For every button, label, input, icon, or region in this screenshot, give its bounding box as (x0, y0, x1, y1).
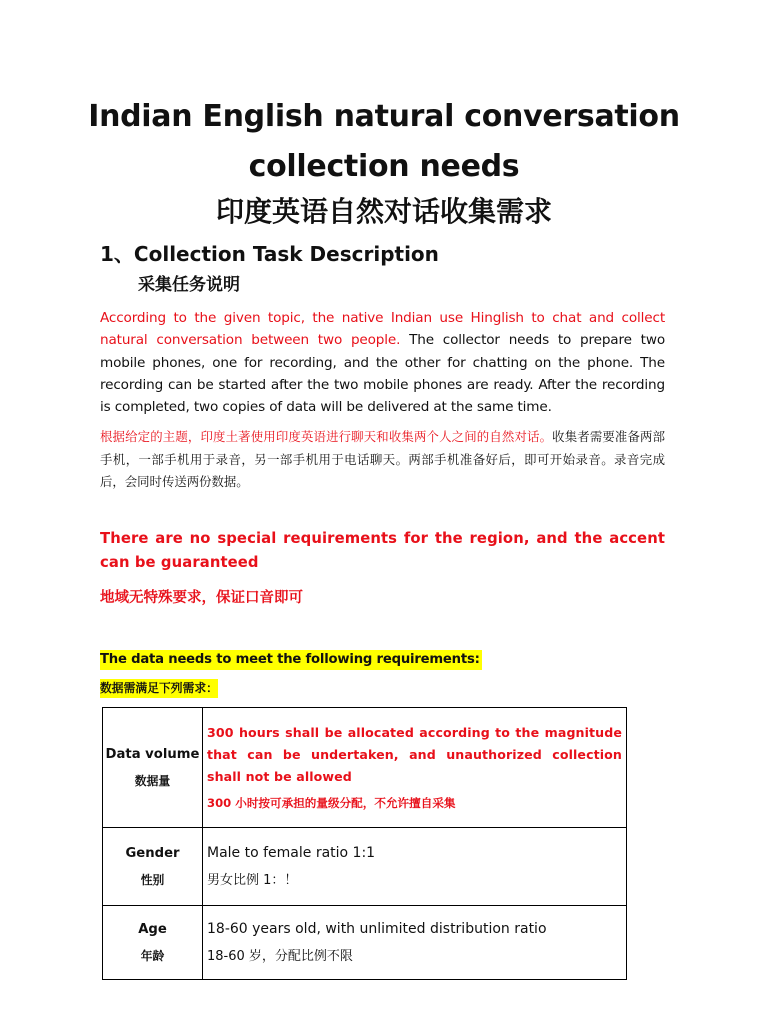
section-subheading: 采集任务说明 (138, 275, 240, 295)
value-chinese: 300 小时按可承担的量级分配，不允许擅自采集 (207, 795, 456, 810)
description-chinese (100, 426, 665, 494)
label-chinese: 性别 (140, 872, 165, 887)
document-title-chinese: 印度英语自然对话收集需求 (215, 195, 552, 228)
label-english: Data volume (105, 746, 200, 762)
description-english-rest: The collector needs to prepare two mobile phones, one for recording, and the other for chatting on the phone. The recording can be started after the two mobile phones are ready. After the recording is completed, two copies of data will be delivered at the same time. (100, 332, 665, 416)
value-chinese: 男女比例 1：！ (207, 872, 298, 888)
table-row-age (103, 906, 627, 980)
table-row-gender (103, 828, 627, 906)
label-chinese: 年龄 (140, 948, 165, 963)
table-label-cell (103, 828, 203, 906)
description-english (100, 307, 665, 418)
requirements-heading-english: The data needs to meet the following requirements: (100, 650, 482, 670)
value-english: 300 hours shall be allocated according to the magnitude that can be undertaken, and unauthorized collection shall not be allowed (207, 724, 622, 784)
table-label-cell (103, 708, 203, 828)
requirements-table (102, 707, 627, 980)
section-heading: 1、Collection Task Description (100, 242, 439, 266)
document-title-english: Indian English natural conversation collection needs (88, 99, 680, 184)
description-chinese-rest: 收集者需要准备两部手机，一部手机用于录音，另一部手机用于电话聊天。两部手机准备好后，即可开始录音。录音完成后，会同时传送两份数据。 (100, 429, 666, 489)
table-row-data-volume (103, 708, 627, 828)
value-english: Male to female ratio 1:1 (207, 844, 376, 861)
label-english: Gender (125, 845, 180, 861)
requirements-heading-chinese: 数据需满足下列需求： (100, 679, 218, 698)
table-value-cell (203, 828, 627, 906)
region-note-chinese: 地域无特殊要求，保证口音即可 (100, 590, 303, 606)
description-chinese-highlight: 根据给定的主题，印度土著使用印度英语进行聊天和收集两个人之间的自然对话。 (100, 429, 553, 444)
label-chinese: 数据量 (134, 773, 171, 788)
value-english: 18-60 years old, with unlimited distribution ratio (207, 920, 547, 937)
table-value-cell (203, 708, 627, 828)
region-note-english: There are no special requirements for the region, and the accent can be guaranteed (100, 530, 665, 571)
label-english: Age (138, 921, 167, 937)
description-english-highlight: According to the given topic, the native Indian use Hinglish to chat and collect natural conversation between two people. (100, 310, 665, 349)
value-chinese: 18-60 岁，分配比例不限 (207, 948, 353, 964)
table-value-cell (203, 906, 627, 980)
table-label-cell (103, 906, 203, 980)
